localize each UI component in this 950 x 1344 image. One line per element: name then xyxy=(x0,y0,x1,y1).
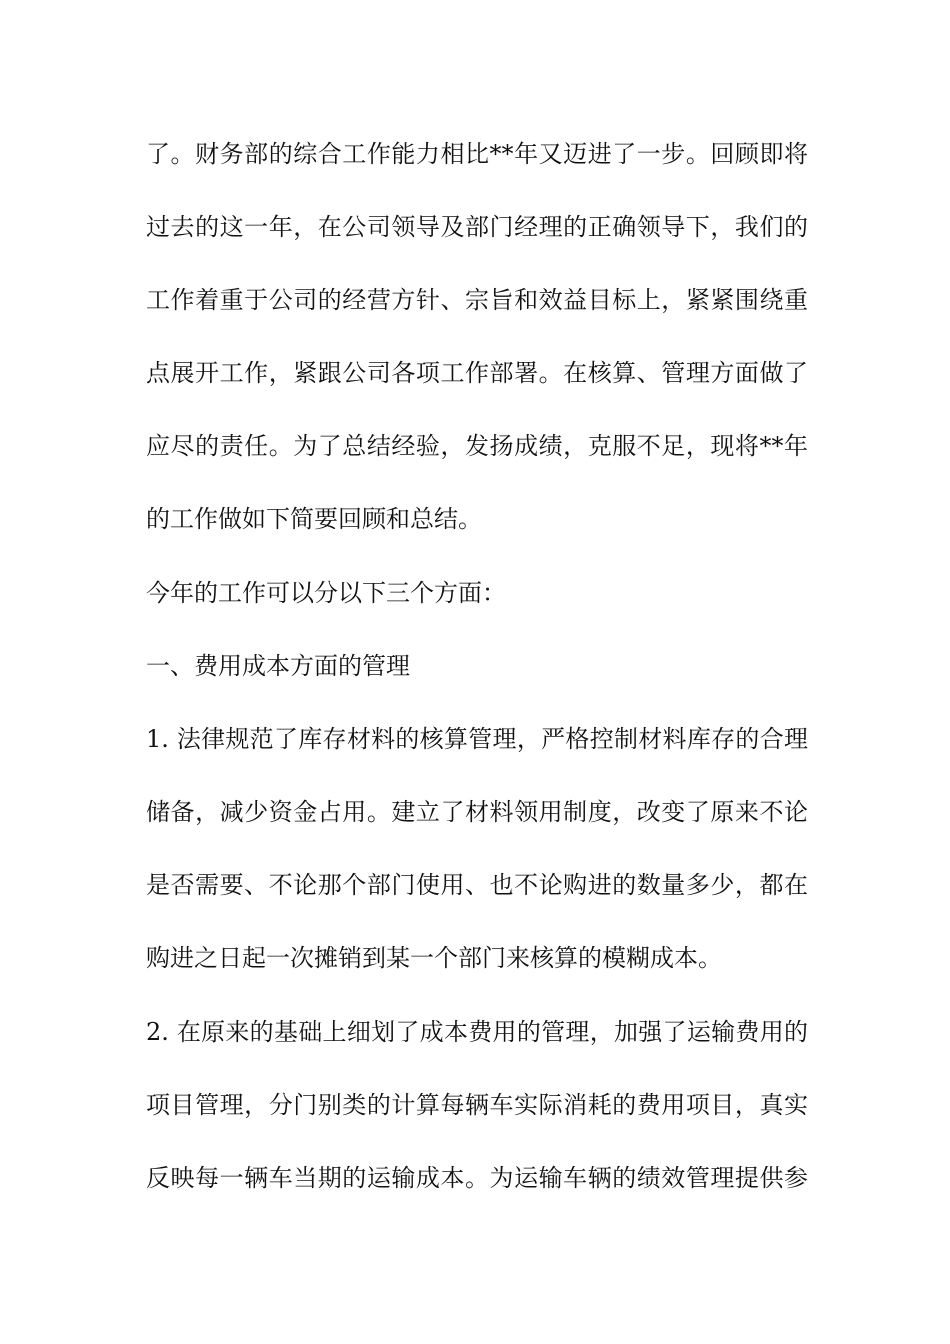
section-heading: 一、费用成本方面的管理 xyxy=(146,652,410,680)
text-line: 储备，减少资金占用。建立了材料领用制度，改变了原来不论 xyxy=(146,798,808,826)
text-line: 的工作做如下简要回顾和总结。 xyxy=(146,505,482,533)
text-line: 点展开工作，紧跟公司各项工作部署。在核算、管理方面做了 xyxy=(146,359,808,387)
text-line: 今年的工作可以分以下三个方面： xyxy=(146,579,506,607)
text-line: 购进之日起一次摊销到某一个部门来核算的模糊成本。 xyxy=(146,944,722,972)
text-line: 项目管理，分门别类的计算每辆车实际消耗的费用项目，真实 xyxy=(146,1091,808,1119)
text-line: 2. 在原来的基础上细划了成本费用的管理，加强了运输费用的 xyxy=(146,1018,808,1046)
text-line: 应尽的责任。为了总结经验，发扬成绩，克服不足，现将**年 xyxy=(146,432,808,460)
text-line: 1. 法律规范了库存材料的核算管理，严格控制材料库存的合理 xyxy=(146,725,808,753)
text-line: 了。财务部的综合工作能力相比**年又迈进了一步。回顾即将 xyxy=(146,140,808,168)
text-line: 是否需要、不论那个部门使用、也不论购进的数量多少，都在 xyxy=(146,871,808,899)
text-line: 工作着重于公司的经营方针、宗旨和效益目标上，紧紧围绕重 xyxy=(146,286,808,314)
text-line: 过去的这一年，在公司领导及部门经理的正确领导下，我们的 xyxy=(146,213,808,241)
text-line: 反映每一辆车当期的运输成本。为运输车辆的绩效管理提供参 xyxy=(146,1164,808,1192)
